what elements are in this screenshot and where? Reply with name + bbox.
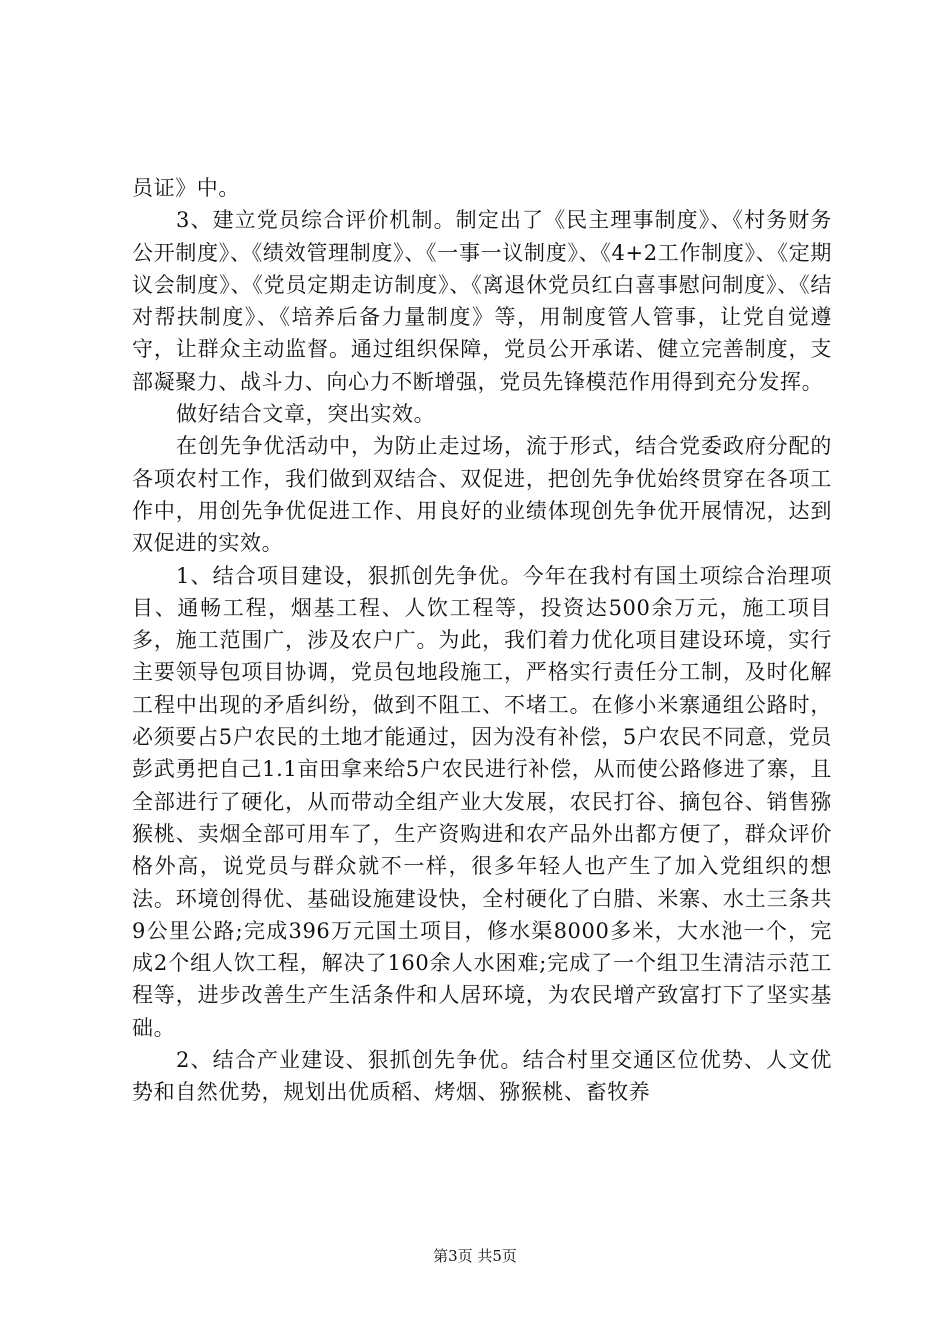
paragraph-5: 1、结合项目建设，狠抓创先争优。今年在我村有国土项综合治理项目、通畅工程，烟基工程、人饮工程等，投资达500余万元，施工项目多，施工范围广，涉及农户广。为此，我们着力优化项目建设环境，实行主要领导包项目协调，党员包地段施工，严格实行责任分工制，及时化解工程中出现的矛盾纠纷，做到不阻工、不堵工。在修小米寨通组公路时，必须要占5户农民的土地才能通过，因为没有补偿，5户农民不同意，党员彭武勇把自己1.1亩田拿来给5户农民进行补偿，从而使公路修进了寨，且全部进行了硬化，从而带动全组产业大发展，农民打谷、摘包谷、销售猕猴桃、卖烟全部可用车了，生产资购进和农产品外出都方便了，群众评价格外高，说党员与群众就不一样，很多年轻人也产生了加入党组织的想法。环境创得优、基础设施建设快，全村硬化了白腊、米寨、水土三条共9公里公路;完成396万元国土项目，修水渠8000多米，大水池一个，完成2个组人饮工程，解决了160余人水困难;完成了一个组卫生清洁示范工程等，进步改善生产生活条件和人居环境，为农民增产致富打下了坚实基础。 [132,563,832,1040]
page-number-footer: 第3页 共5页 [433,1247,517,1265]
document-body [132,172,832,1109]
paragraph-3: 做好结合文章，突出实效。 [176,402,436,427]
paragraph-6: 2、结合产业建设、狠抓创先争优。结合村里交通区位优势、人文优势和自然优势，规划出优质稻、烤烟、猕猴桃、畜牧养 [132,1048,832,1105]
paragraph-2: 3、建立党员综合评价机制。制定出了《民主理事制度》、《村务财务公开制度》、《绩效管理制度》、《一事一议制度》、《4+2工作制度》、《定期议会制度》、《党员定期走访制度》、《离退休党员红白喜事慰问制度》、《结对帮扶制度》、《培养后备力量制度》等，用制度管人管事，让党自觉遵守，让群众主动监督。通过组织保障，党员公开承诺、健立完善制度，支部凝聚力、战斗力、向心力不断增强，党员先锋模范作用得到充分发挥。 [132,208,832,394]
paragraph-4: 在创先争优活动中，为防止走过场，流于形式，结合党委政府分配的各项农村工作，我们做到双结合、双促进，把创先争优始终贯穿在各项工作中，用创先争优促进工作、用良好的业绩体现创先争优开展情况，达到双促进的实效。 [132,434,832,556]
paragraph-1: 员证》中。 [132,176,240,200]
